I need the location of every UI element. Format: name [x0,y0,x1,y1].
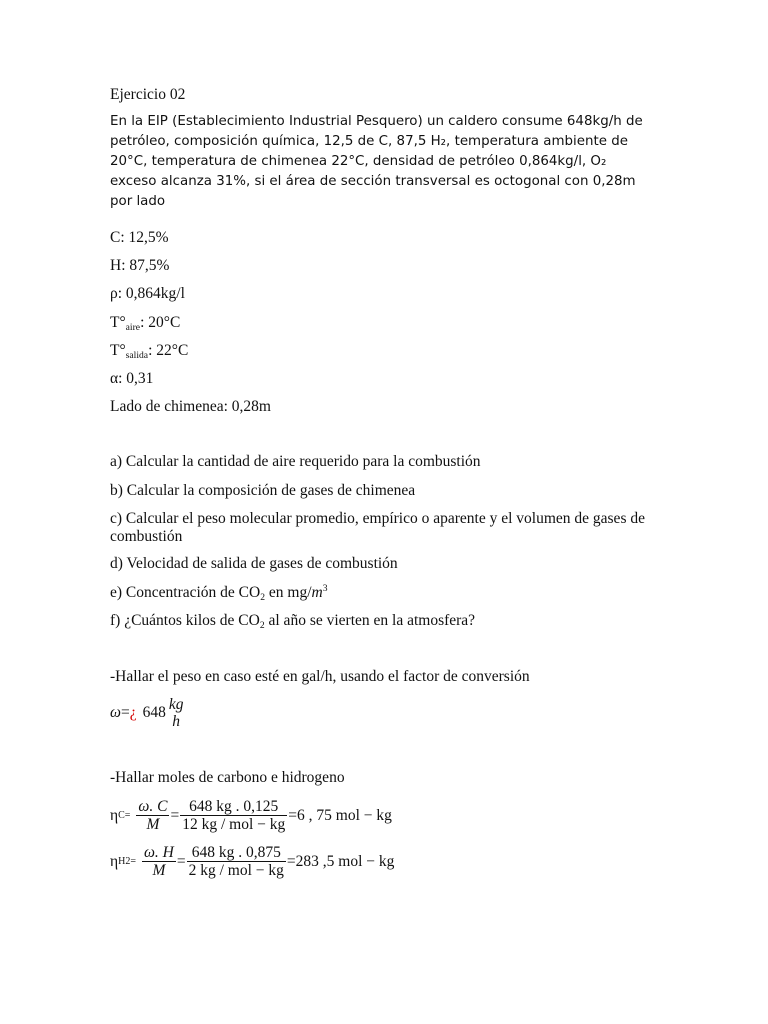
data-chimney-side: Lado de chimenea: 0,28m [110,398,271,415]
temp-exit-value: : 22°C [148,342,189,359]
exercise-title: Ejercicio 02 [110,86,186,103]
omega-symbol: ω [110,704,121,721]
question-f-text: f) ¿Cuántos kilos de CO [110,612,260,629]
carbon-values-fraction [180,798,287,833]
carbon-moles-result: =6 , 75 mol − kg [288,806,392,824]
eq-sign: = [170,806,180,824]
data-hydrogen: H: 87,5% [110,257,170,274]
temp-air-sub: aire [125,322,141,333]
omega-c-fraction [136,798,169,833]
question-e-sub: 2 [260,592,266,603]
eta-sub-h2: H2 [118,856,131,867]
section2-heading: -Hallar moles de carbono e hidrogeno [110,769,345,786]
equation-error-glyph: ¿ [129,704,137,721]
question-c: c) Calcular el peso molecular promedio, empírico o aparente y el volumen de gases de combustión [110,510,645,545]
data-density: ρ: 0,864kg/l [110,285,185,302]
data-alpha: α: 0,31 [110,370,154,387]
eta-symbol: η [110,852,119,870]
fraction-num: 648 kg . 0,125 [189,798,279,815]
question-f-sub: 2 [259,620,265,631]
question-e-unit: en mg/ [265,584,312,601]
eta-sub-c: C [118,810,125,821]
fraction-den: 12 kg / mol − kg [182,816,286,833]
carbon-moles-equation [110,798,392,833]
data-temp-air [110,314,180,333]
hydrogen-values-fraction [187,844,286,879]
equals-sign: = [120,704,130,721]
data-temp-exit [110,342,188,361]
omega-value: 648 [142,704,166,721]
question-e-m: m [311,584,323,601]
fraction-den: M [142,861,176,879]
hydrogen-moles-result: =283 ,5 mol − kg [286,852,395,870]
fraction-den: 2 kg / mol − kg [188,862,284,879]
omega-equation [110,696,186,730]
eq-sign: = [176,852,186,870]
data-carbon: C: 12,5% [110,229,169,246]
fraction-den: M [136,815,169,833]
fraction-num: kg [168,696,184,713]
kg-per-h-fraction [167,696,186,730]
temp-air-value: : 20°C [140,314,181,331]
fraction-den: h [172,713,181,730]
question-e [110,583,328,603]
question-e-sup: 3 [322,583,328,594]
omega-h-fraction [142,844,176,879]
question-e-text: e) Concentración de CO [110,584,261,601]
temp-exit-sub: salida [125,350,149,361]
eta-symbol: η [110,806,119,824]
hydrogen-moles-equation [110,844,394,879]
eq-sign: = [130,856,136,867]
fraction-num: ω. H [143,844,174,861]
question-d: d) Velocidad de salida de gases de combustión [110,555,398,572]
question-a: a) Calcular la cantidad de aire requerido para la combustión [110,453,481,470]
eq-sign: = [124,810,131,821]
temp-air-prefix: T° [110,314,126,331]
fraction-num: ω. C [138,798,168,815]
question-f [110,612,475,631]
temp-exit-prefix: T° [110,342,126,359]
question-b: b) Calcular la composición de gases de chimenea [110,482,416,499]
question-f-text-end: al año se vierten en la atmosfera? [264,612,476,629]
section1-heading: -Hallar el peso en caso esté en gal/h, usando el factor de conversión [110,668,530,685]
fraction-num: 648 kg . 0,875 [191,844,281,861]
problem-statement: En la EIP (Establecimiento Industrial Pesquero) un caldero consume 648kg/h de petróleo, composición química, 12,5 de C, 87,5 H₂, temperatura ambiente de 20°C, temperatura de chimenea 22°C, densidad de petróleo 0,864kg/l, O₂ exceso alcanza 31%, si el área de sección transversal es octogonal con 0,28m por lado [110,114,643,209]
